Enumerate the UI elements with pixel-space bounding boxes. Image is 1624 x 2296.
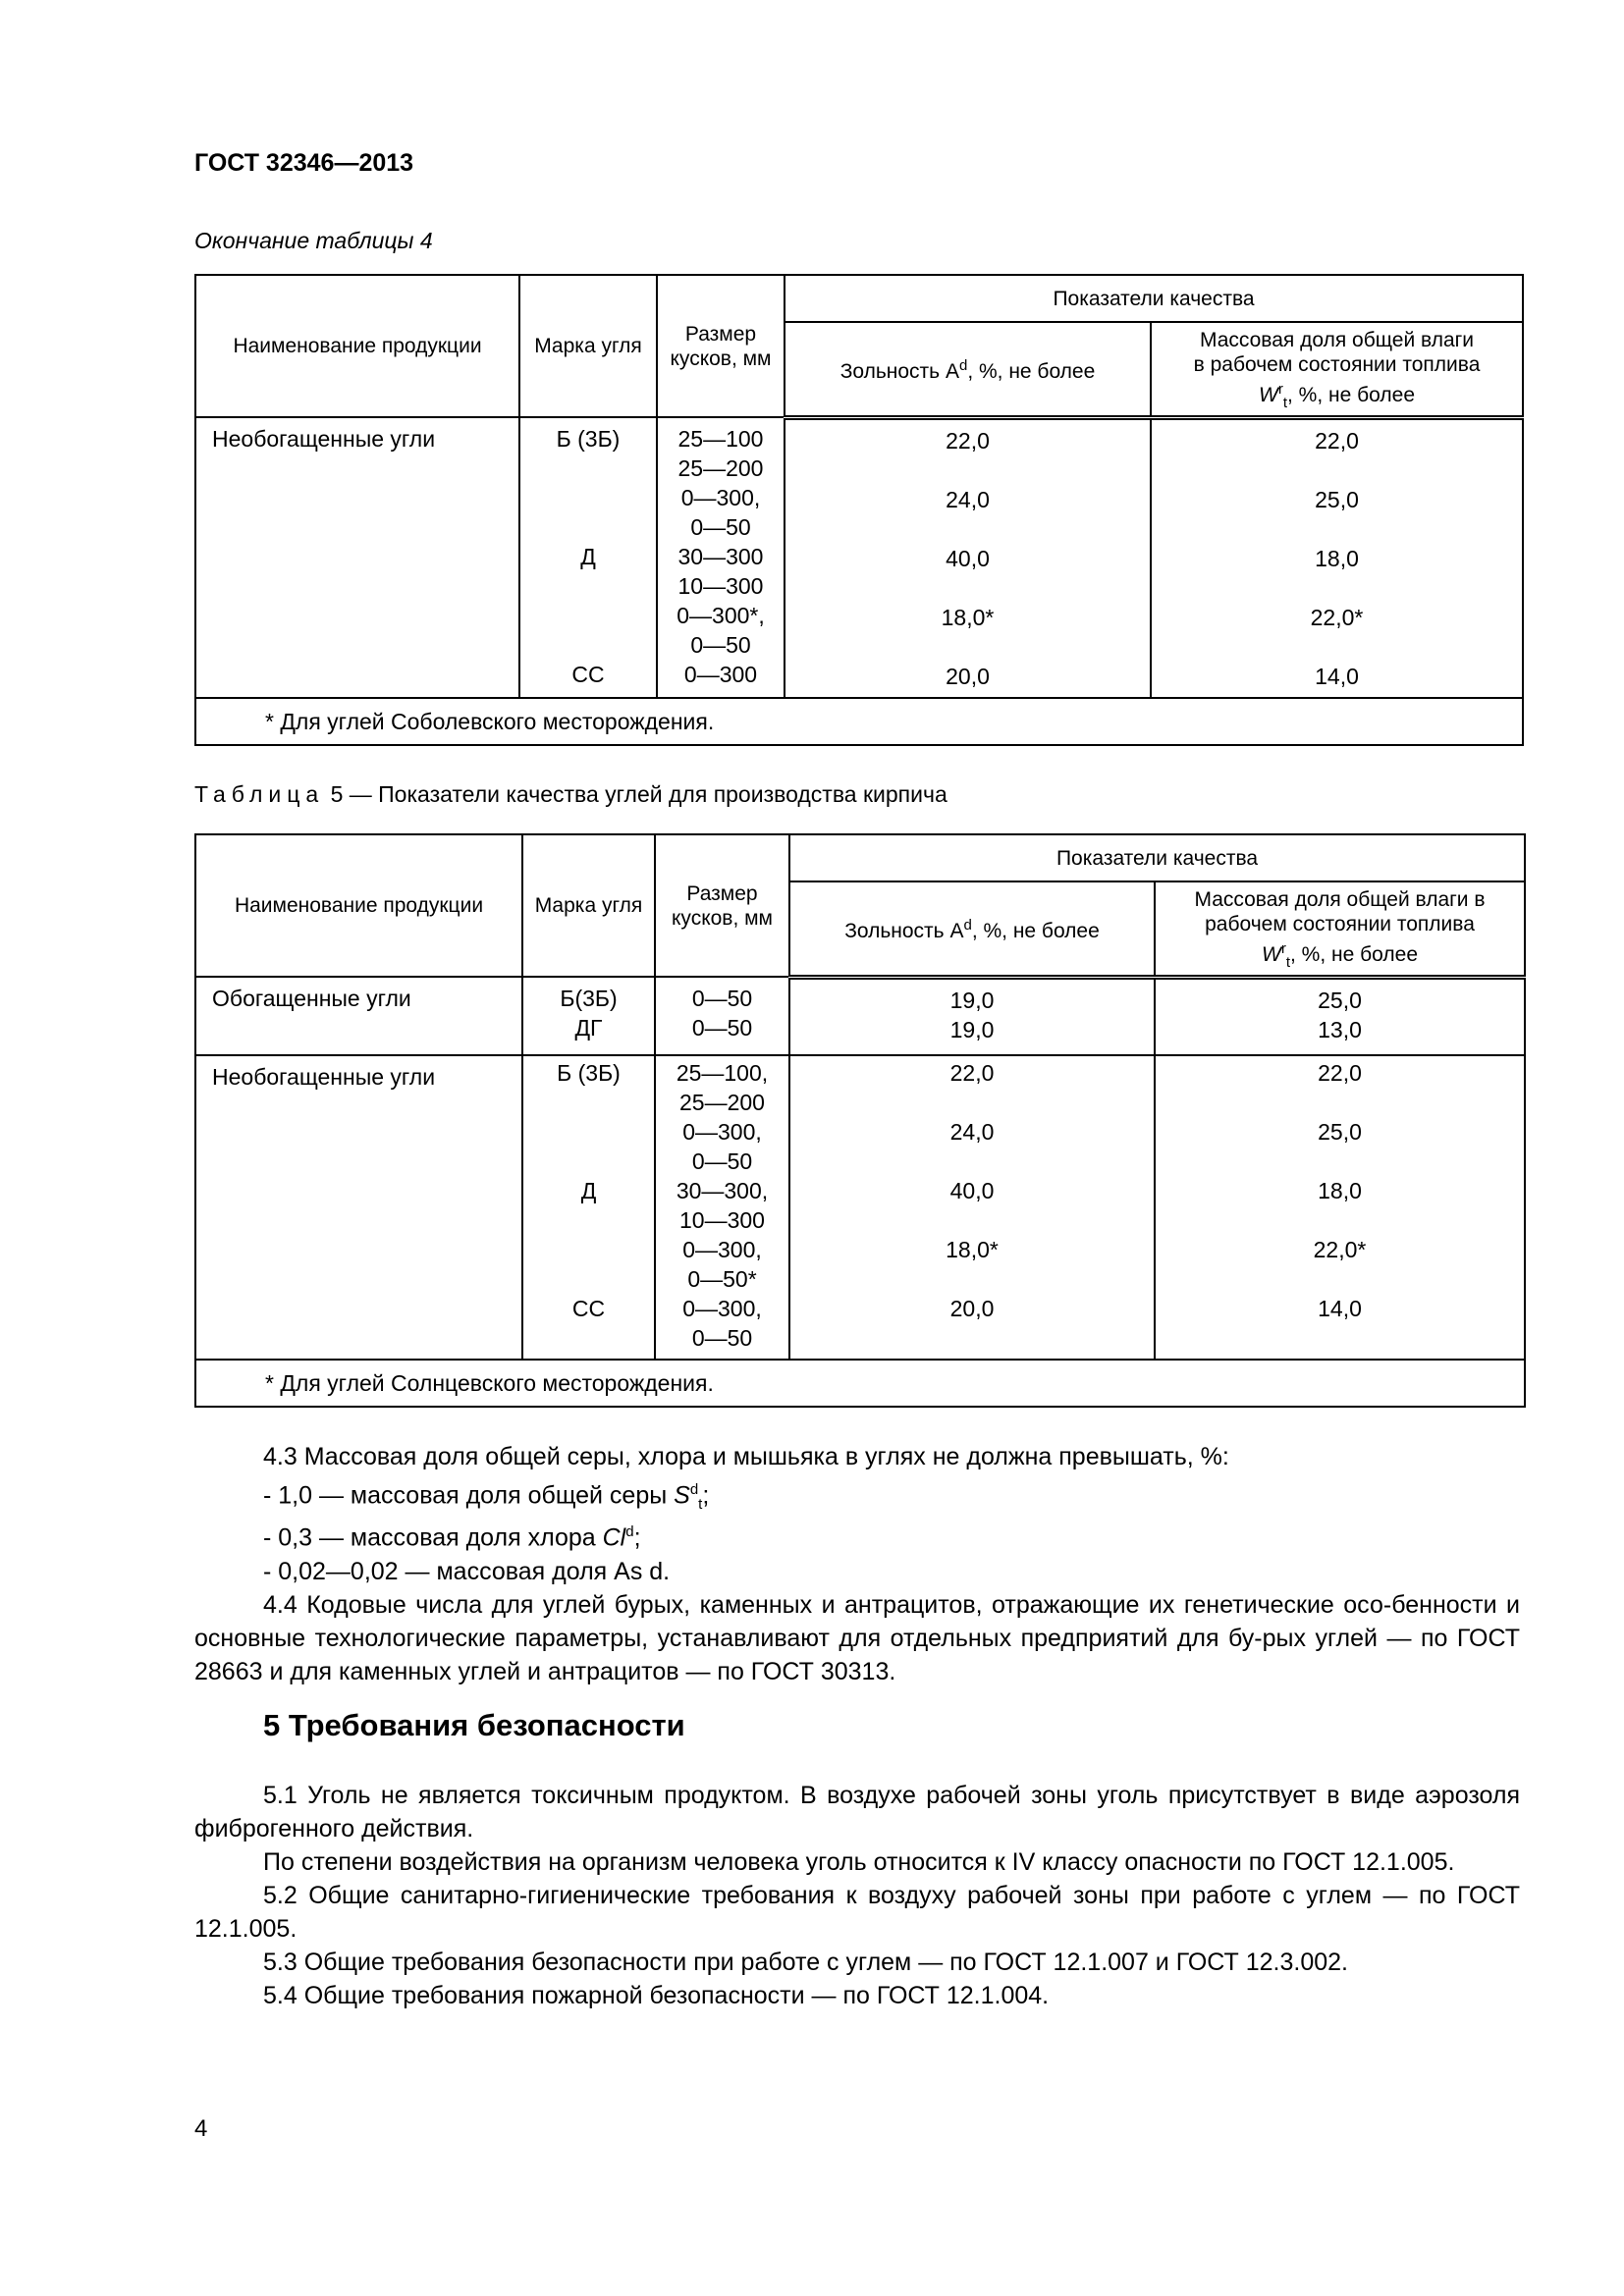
- table-5: [194, 833, 1526, 1408]
- col-header-size: Размер кусков, мм: [657, 275, 785, 417]
- cell-moisture: 25,0 13,0: [1155, 977, 1525, 1055]
- cell-moisture: 22,0 25,0 18,0 22,0* 14,0: [1155, 1055, 1525, 1360]
- table-row-unenriched: [195, 417, 1523, 698]
- col-header-ash: Зольность $A^d$, %, не более: [785, 322, 1151, 417]
- list-item-arsenic: - 0,02—0,02 — массовая доля As d.: [263, 1557, 671, 1585]
- paragraph-5-2: 5.2 Общие санитарно-гигиенические требования к воздуху рабочей зоны при работе с углем — по ГОСТ 12.1.005.: [194, 1882, 1520, 1943]
- section4-text: [194, 1440, 1520, 1688]
- cell-ash: 19,0 19,0: [789, 977, 1155, 1055]
- page-number: 4: [194, 2115, 208, 2142]
- table5-caption: Таблица 5 — Показатели качества углей для производства кирпича: [194, 781, 947, 807]
- list-item-chlorine: - 0,3 — массовая доля хлора Cl$^d$;: [263, 1523, 641, 1552]
- paragraph-4-3: 4.3 Массовая доля общей серы, хлора и мышьяка в углях не должна превышать, %:: [263, 1443, 1229, 1470]
- table4-footnote: * Для углей Соболевского месторождения.: [195, 698, 1523, 745]
- table4-continuation-label: Окончание таблицы 4: [194, 228, 433, 253]
- paragraph-4-4: 4.4 Кодовые числа для углей бурых, каменных и антрацитов, отражающие их генетические осо-бенности и основные технологические параметры, устанавливают для отдельных предприятий для бу-рых углей — по ГОСТ 28663 и для каменных углей и антрацитов — по ГОСТ 30313.: [194, 1590, 1520, 1685]
- col-header-size: Размер кусков, мм: [655, 834, 789, 977]
- cell-moisture: 22,0 25,0 18,0 22,0* 14,0: [1151, 417, 1523, 698]
- col-header-moisture: Массовая доля общей влаги в рабочем состоянии топлива $W^r_t$, %, не более: [1151, 322, 1523, 417]
- table-row-unenriched: [195, 1055, 1525, 1360]
- col-header-product: Наименование продукции: [195, 834, 522, 977]
- col-header-ash: Зольность $A^d$, %, не более: [789, 881, 1155, 977]
- cell-grade: Б (3Б) Д СС: [519, 417, 657, 698]
- cell-grade: Б(3Б) ДГ: [522, 977, 655, 1055]
- cell-size: 25—100, 25—200 0—300, 0—50 30—300, 10—300 0—300, 0—50* 0—300, 0—50: [655, 1055, 789, 1360]
- section-5-title: 5 Требования безопасности: [263, 1708, 685, 1742]
- col-header-grade: Марка угля: [522, 834, 655, 977]
- paragraph-5-1: 5.1 Уголь не является токсичным продуктом. В воздухе рабочей зоны уголь присутствует в виде аэрозоля фиброгенного действия.: [194, 1782, 1520, 1842]
- cell-ash: 22,0 24,0 40,0 18,0* 20,0: [785, 417, 1151, 698]
- table-row-enriched: [195, 977, 1525, 1055]
- list-item-sulfur: - 1,0 — массовая доля общей серы $S^d_t$;: [263, 1481, 710, 1514]
- cell-size: 0—50 0—50: [655, 977, 789, 1055]
- cell-ash: 22,0 24,0 40,0 18,0* 20,0: [789, 1055, 1155, 1360]
- table-4: [194, 274, 1524, 746]
- col-header-grade: Марка угля: [519, 275, 657, 417]
- paragraph-5-3: 5.3 Общие требования безопасности при работе с углем — по ГОСТ 12.1.007 и ГОСТ 12.3.002.: [263, 1949, 1348, 1976]
- paragraph-5-4: 5.4 Общие требования пожарной безопасности — по ГОСТ 12.1.004.: [263, 1982, 1050, 2009]
- col-header-quality: Показатели качества: [785, 275, 1523, 322]
- document-code-header: ГОСТ 32346—2013: [194, 149, 414, 177]
- cell-size: 25—100 25—200 0—300, 0—50 30—300 10—300 0—300*, 0—50 0—300: [657, 417, 785, 698]
- cell-product: Необогащенные угли: [195, 1055, 522, 1360]
- col-header-quality: Показатели качества: [789, 834, 1525, 881]
- cell-grade: Б (3Б) Д СС: [522, 1055, 655, 1360]
- section5-text: [194, 1779, 1520, 2012]
- table5-footnote: * Для углей Солнцевского месторождения.: [195, 1360, 1525, 1407]
- paragraph-5-1b: По степени воздействия на организм человека уголь относится к IV классу опасности по ГОСТ 12.1.005.: [263, 1848, 1455, 1876]
- col-header-product: Наименование продукции: [195, 275, 519, 417]
- cell-product: Необогащенные угли: [195, 417, 519, 698]
- cell-product: Обогащенные угли: [195, 977, 522, 1055]
- col-header-moisture: Массовая доля общей влаги в рабочем состоянии топлива $W^r_t$, %, не более: [1155, 881, 1525, 977]
